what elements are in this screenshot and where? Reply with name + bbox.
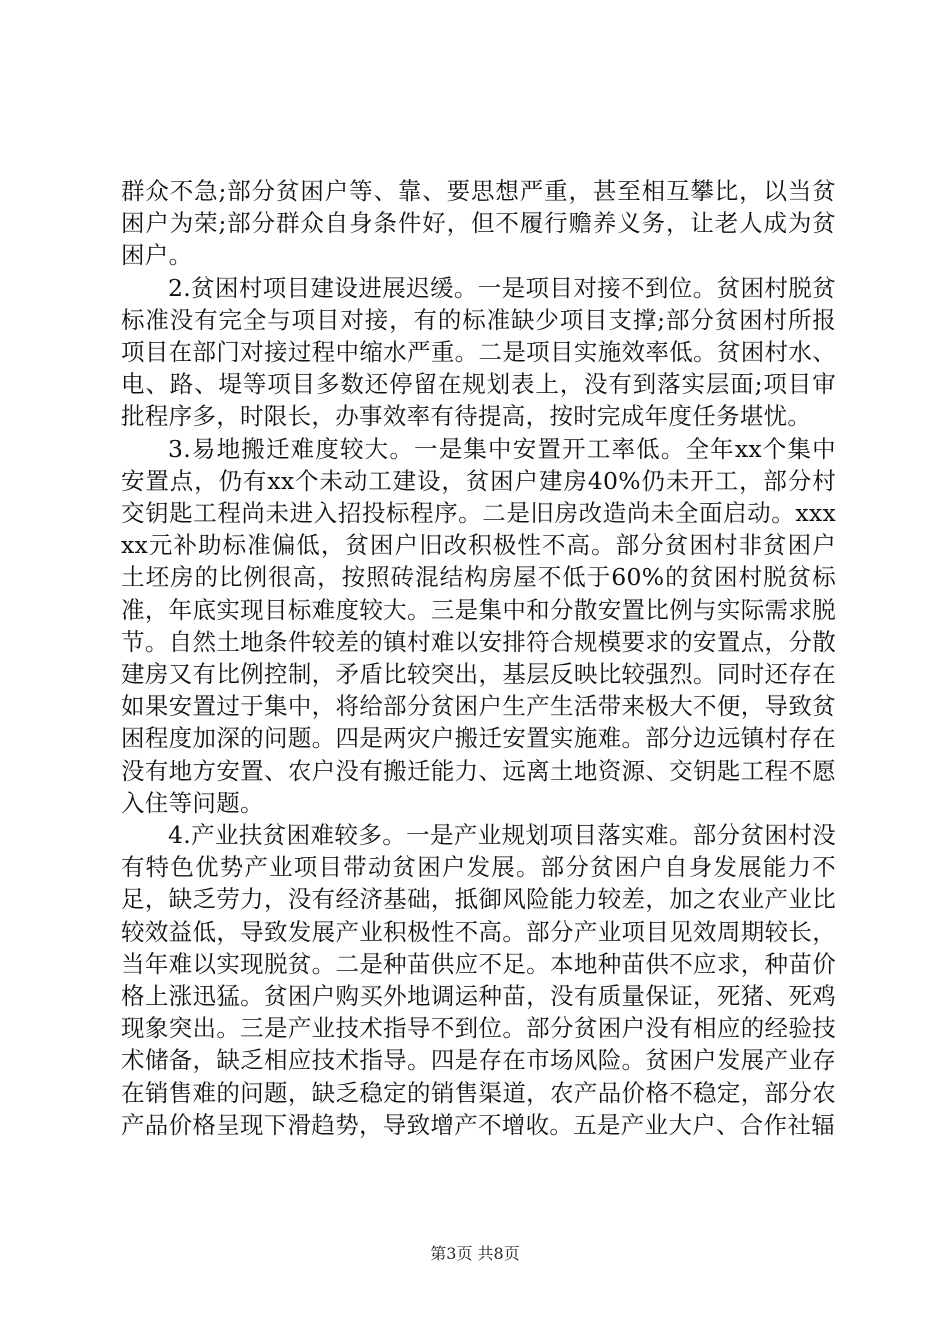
page-number-label: 第3页 共8页 — [430, 1244, 520, 1263]
paragraph-industry-poverty: 4.产业扶贫困难较多。一是产业规划项目落实难。部分贫困村没有特色优势产业项目带动贫困户发展。部分贫困户自身发展能力不足，缺乏劳力，没有经济基础，抵御风险能力较差，加之农业产业比较效益低，导致发展产业积极性不高。部分产业项目见效周期较长，当年难以实现脱贫。二是种苗供应不足。本地种苗供不应求，种苗价格上涨迅猛。贫困户购买外地调运种苗，没有质量保证，死猪、死鸡现象突出。三是产业技术指导不到位。部分贫困户没有相应的经验技术储备，缺乏相应技术指导。四是存在市场风险。贫困户发展产业存在销售难的问题，缺乏稳定的销售渠道，农产品价格不稳定，部分农产品价格呈现下滑趋势，导致增产不增收。五是产业大户、合作社辐 — [121, 821, 836, 1139]
page-footer — [0, 1244, 950, 1264]
document-body — [121, 175, 836, 1141]
paragraph-continued: 群众不急;部分贫困户等、靠、要思想严重，甚至相互攀比，以当贫困户为荣;部分群众自身条件好，但不履行赡养义务，让老人成为贫困户。 — [121, 177, 836, 270]
paragraph-relocation: 3.易地搬迁难度较大。一是集中安置开工率低。全年xx个集中安置点，仍有xx个未动工建设，贫困户建房40%仍未开工，部分村交钥匙工程尚未进入招投标程序。二是旧房改造尚未全面启动。xxxxx元补助标准偏低，贫困户旧改积极性不高。部分贫困村非贫困户土坯房的比例很高，按照砖混结构房屋不低于60%的贫困村脱贫标准，年底实现目标难度较大。三是集中和分散安置比例与实际需求脱节。自然土地条件较差的镇村难以安排符合规模要求的安置点，分散建房又有比例控制，矛盾比较突出，基层反映比较强烈。同时还存在如果安置过于集中，将给部分贫困户生产生活带来极大不便，导致贫困程度加深的问题。四是两灾户搬迁安置实施难。部分边远镇村存在没有地方安置、农户没有搬迁能力、远离土地资源、交钥匙工程不愿入住等问题。 — [121, 434, 836, 817]
paragraph-project-construction: 2.贫困村项目建设进展迟缓。一是项目对接不到位。贫困村脱贫标准没有完全与项目对接，有的标准缺少项目支撑;部分贫困村所报项目在部门对接过程中缩水严重。二是项目实施效率低。贫困村水、电、路、堤等项目多数还停留在规划表上，没有到落实层面;项目审批程序多，时限长，办事效率有待提高，按时完成年度任务堪忧。 — [121, 273, 836, 431]
